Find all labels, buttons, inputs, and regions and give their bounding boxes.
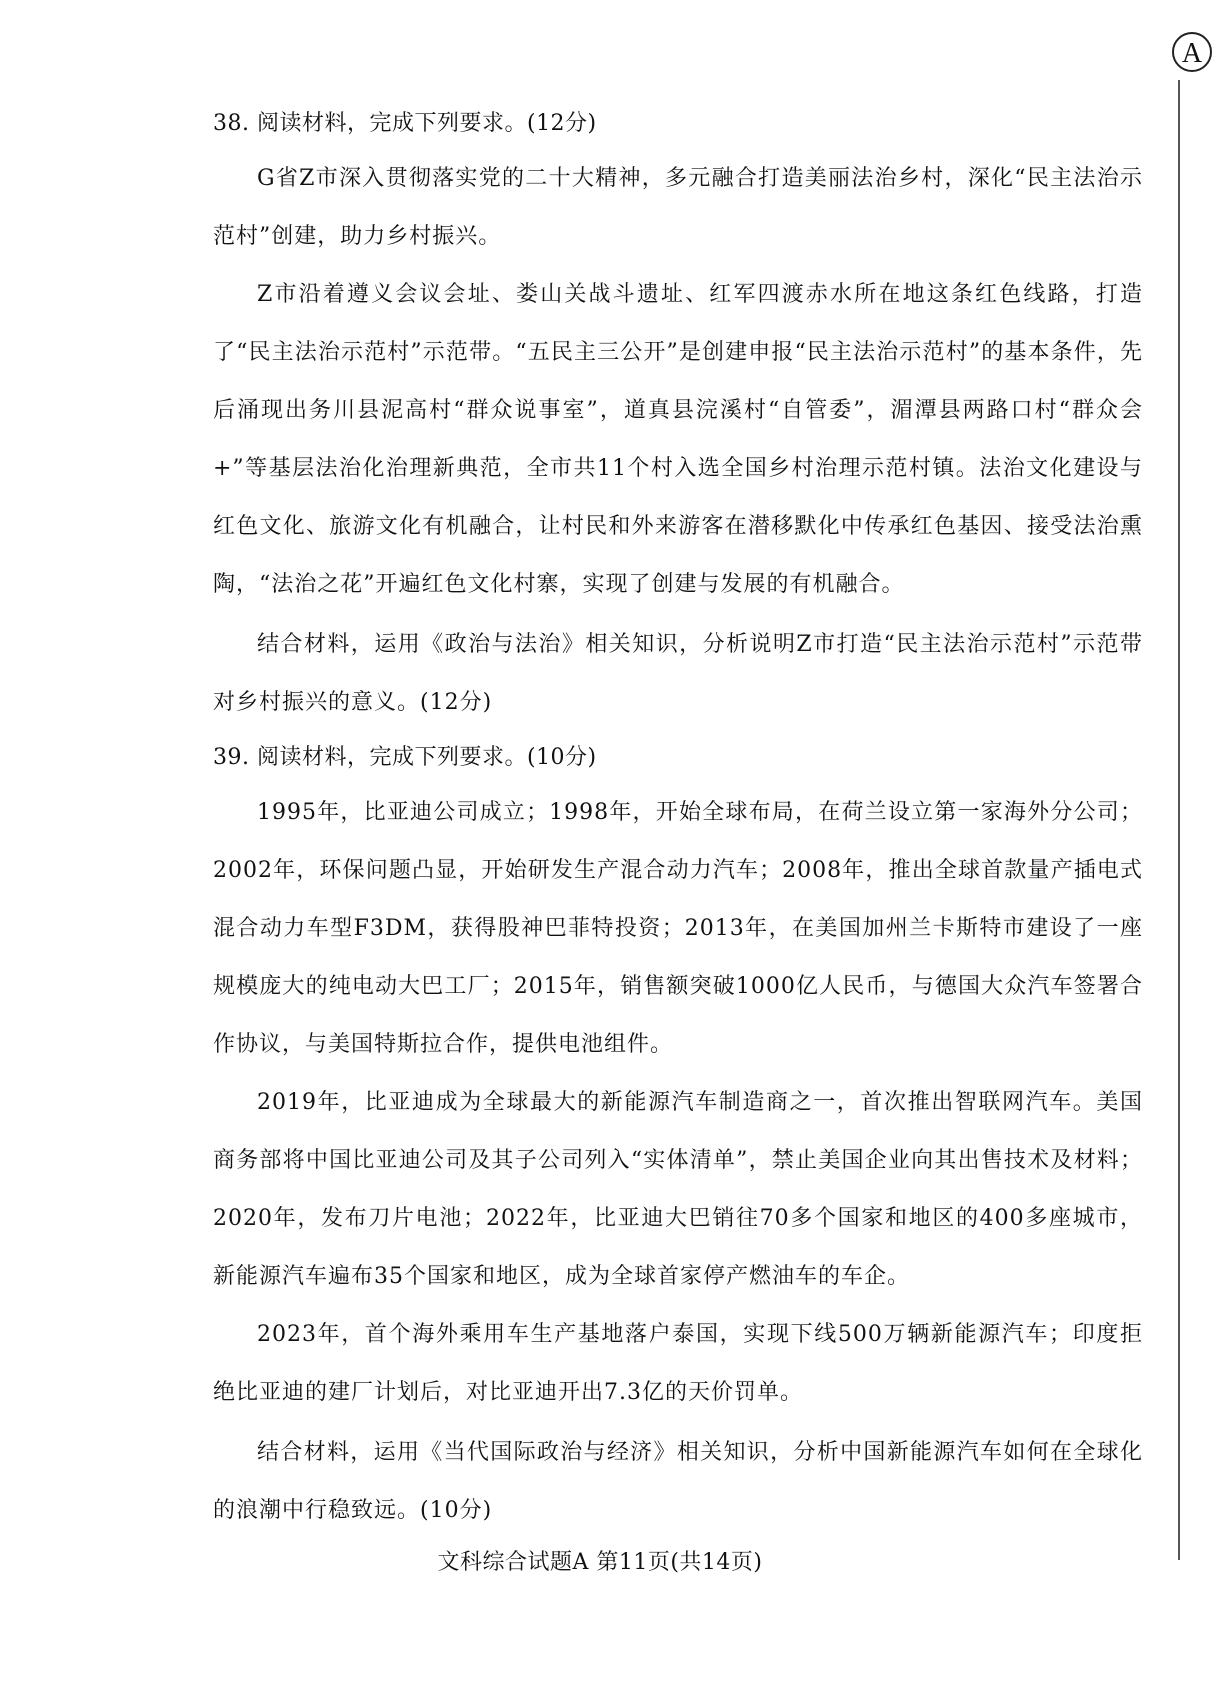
question-39-task: 结合材料，运用《当代国际政治与经济》相关知识，分析中国新能源汽车如何在全球化的浪潮中行稳致远。(10分)	[213, 1440, 1143, 1523]
question-39-material-2: 2019年，比亚迪成为全球最大的新能源汽车制造商之一，首次推出智联网汽车。美国商务部将中国比亚迪公司及其子公司列入“实体清单”，禁止美国企业向其出售技术及材料；2020年，发布刀片电池；2022年，比亚迪大巴销往70多个国家和地区的400多座城市，新能源汽车遍布35个国家和地区，成为全球首家停产燃油车的车企。	[213, 1090, 1143, 1289]
question-38-material-2: Z市沿着遵义会议会址、娄山关战斗遗址、红军四渡赤水所在地这条红色线路，打造了“民主法治示范村”示范带。“五民主三公开”是创建申报“民主法治示范村”的基本条件，先后涌现出务川县泥高村“群众说事室”，道真县浣溪村“自管委”，湄潭县两路口村“群众会+”等基层法治化治理新典范，全市共11个村入选全国乡村治理示范村镇。法治文化建设与红色文化、旅游文化有机融合，让村民和外来游客在潜移默化中传承红色基因、接受法治熏陶，“法治之花”开遍红色文化村寨，实现了创建与发展的有机融合。	[213, 282, 1143, 597]
question-39	[213, 732, 1143, 1540]
version-badge: A	[1172, 32, 1212, 72]
page-footer: 文科综合试题A 第11页(共14页)	[437, 1550, 763, 1575]
question-39-material-1: 1995年，比亚迪公司成立；1998年，开始全球布局，在荷兰设立第一家海外分公司；2002年，环保问题凸显，开始研发生产混合动力汽车；2008年，推出全球首款量产插电式混合动力车型F3DM，获得股神巴菲特投资；2013年，在美国加州兰卡斯特市建设了一座规模庞大的纯电动大巴工厂；2015年，销售额突破1000亿人民币，与德国大众汽车签署合作协议，与美国特斯拉合作，提供电池组件。	[213, 800, 1143, 1057]
question-38-title: 38. 阅读材料，完成下列要求。(12分)	[213, 111, 597, 136]
question-38-task: 结合材料，运用《政治与法治》相关知识，分析说明Z市打造“民主法治示范村”示范带对乡村振兴的意义。(12分)	[213, 632, 1143, 715]
question-39-title: 39. 阅读材料，完成下列要求。(10分)	[213, 745, 597, 770]
question-39-material-3: 2023年，首个海外乘用车生产基地落户泰国，实现下线500万辆新能源汽车；印度拒绝比亚迪的建厂计划后，对比亚迪开出7.3亿的天价罚单。	[213, 1322, 1143, 1405]
question-38-material-1: G省Z市深入贯彻落实党的二十大精神，多元融合打造美丽法治乡村，深化“民主法治示范村”创建，助力乡村振兴。	[213, 166, 1143, 249]
page-content	[213, 98, 1143, 1540]
question-38	[213, 98, 1143, 732]
margin-rule	[1178, 80, 1180, 1560]
